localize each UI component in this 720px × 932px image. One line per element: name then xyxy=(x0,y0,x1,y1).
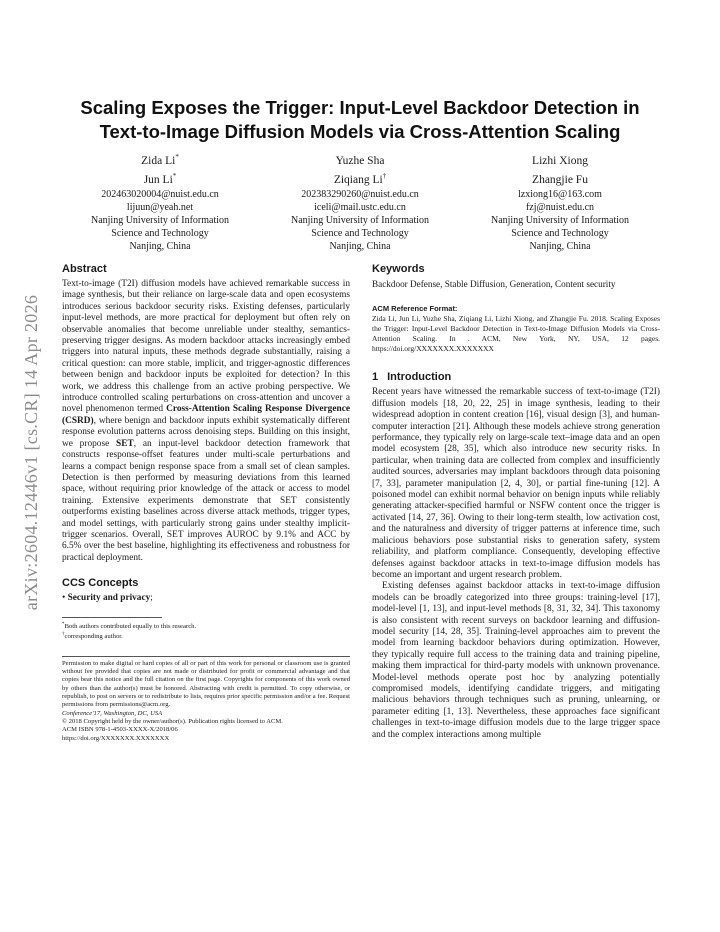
footnote-corresponding: †corresponding author. xyxy=(62,632,123,641)
author-email: lijuun@yeah.net xyxy=(126,201,194,213)
author-name: Zhangjie Fu xyxy=(532,173,588,186)
introduction-paragraph-1: Recent years have witnessed the remarkable success of text-to-image (T2I) diffusion models [18, 20, 22, 25] in image synthesis, leading to their widespread adoption in content creation [16], visual design [3], and human-computer interaction [21]. Although these models achieve strong generation performance, they typically rely on large-scale text–image data and an open model ecosystem [28, 35], which also introduce new security risks. In particular, when training data are collected from complex and insufficiently audited sources, adversaries may implant backdoors through data poisoning [7, 33], parameter manipulation [2, 4, 30], or partial fine-tuning [12]. A poisoned model can exhibit normal behavior on benign inputs while reliably generating attacker-specified harmful or NSFW content once the trigger is activated [14, 27, 36]. Owing to their long-term stealth, low activation cost, and the naturalness and diversity of trigger patterns at inference time, such malicious behaviors pose substantial risks to generation safety, system reliability, and platform compliance. Consequently, developing effective defenses against backdoor attacks in text-to-image diffusion models has become an important and urgent research problem. xyxy=(372,387,660,580)
footnote-equal-contribution: *Both authors contributed equally to this research. xyxy=(62,621,197,630)
left-column xyxy=(62,262,350,743)
author-location: Nanjing, China xyxy=(329,240,391,252)
introduction-paragraph-2: Existing defenses against backdoor attacks in text-to-image diffusion models can be broadly categorized into three groups: training-level [17], model-level [1, 13], and input-level methods [8, 31, 32, 34]. This taxonomy is also consistent with recent surveys on backdoor learning and diffusion-model security [14, 28, 35]. Training-level approaches aim to prevent the model from learning backdoor behaviors during optimization. However, they typically require full access to the training data and training pipeline, making them impractical for third-party models with unknown provenance. Model-level methods operate post hoc by analyzing potentially compromised models, identifying candidate triggers, and mitigating malicious behaviors through techniques such as pruning, unlearning, or parameter editing [1, 13]. Nevertheless, these approaches face significant challenges in text-to-image diffusion models due to the large trigger space and the complex interactions among multiple xyxy=(372,581,660,740)
author-block xyxy=(62,150,658,253)
author-affiliation: Science and Technology xyxy=(311,227,409,239)
author-location: Nanjing, China xyxy=(129,240,191,252)
author-name: Ziqiang Li† xyxy=(333,171,387,186)
author-column xyxy=(62,150,258,253)
ccs-heading: CCS Concepts xyxy=(62,577,139,590)
author-email: 202383290260@nuist.edu.cn xyxy=(301,188,419,200)
author-column xyxy=(262,150,458,253)
author-email: iceli@mail.ustc.edu.cn xyxy=(314,201,406,213)
abstract-heading: Abstract xyxy=(62,263,107,275)
arxiv-identifier-text: arXiv:2604.12446v1 [cs.CR] 14 Apr 2026 xyxy=(21,294,42,610)
author-email: fzj@nuist.edu.cn xyxy=(525,201,595,213)
conference-line: Conference'17, Washington, DC, USA xyxy=(62,709,163,717)
arxiv-identifier xyxy=(20,262,44,642)
abstract-text: Text-to-image (T2I) diffusion models have achieved remarkable success in image synthesis, but their reliance on large-scale data and open ecosystems introduces serious backdoor security risks. Existing defenses, particularly input-level methods, are more practical for deployment but often rely on observable anomalies that become unreliable under stealthy, semantics-preserving trigger designs. As modern backdoor attacks increasingly embed triggers into natural inputs, these methods degrade substantially, raising a critical question: can more stable, implicit, and trigger-agnostic differences between benign and backdoor inputs be exploited for detection? In this work, we address this challenge from an active probing perspective. We introduce controlled scaling perturbations on cross-attention and uncover a novel phenomenon termed Cross-Attention Scaling Response Divergence (CSRD), where benign and backdoor inputs exhibit systematically different response evolution patterns across denoising steps. Building on this insight, we propose SET, an input-level backdoor detection framework that constructs response-offset features under multi-scale perturbations and learns a compact benign response space from a small set of clean samples. Detection is then performed by measuring deviations from this learned space, without requiring prior knowledge of the attack or access to model training. Extensive experiments demonstrate that SET consistently outperforms existing baselines across diverse attack methods, trigger types, and model settings, with particularly strong gains under stealthy implicit-trigger scenarios. Overall, SET improves AUROC by 9.1% and ACC by 6.5% over the best baseline, highlighting its effectiveness and robustness for practical deployment. xyxy=(62,279,350,563)
doi-link[interactable]: https://doi.org/XXXXXXX.XXXXXXX xyxy=(62,734,170,742)
author-affiliation: Science and Technology xyxy=(111,227,209,239)
author-affiliation: Nanjing University of Information xyxy=(90,214,230,226)
author-column xyxy=(462,150,658,253)
isbn-line: ACM ISBN 978-1-4503-XXXX-X/2018/06 xyxy=(62,726,178,734)
ccs-concept: • Security and privacy; xyxy=(62,593,153,604)
permission-text: Permission to make digital or hard copies of all or part of this work for personal or classroom use is granted without fee provided that copies are not made or distributed for profit or commercial advantage and that copies bear this notice and the full citation on the first page. Copyrights for components of this work owned by others than the author(s) must be honored. Abstracting with credit is permitted. To copy otherwise, or republish, to post on servers or to redistribute to lists, requires prior specific permission and/or a fee. Request permissions from permissions@acm.org. xyxy=(62,659,350,709)
author-location: Nanjing, China xyxy=(529,240,591,252)
keywords-heading: Keywords xyxy=(372,263,425,275)
permission-block xyxy=(62,656,350,743)
author-name: Jun Li* xyxy=(143,171,177,186)
author-email: lzxiong16@163.com xyxy=(518,188,602,200)
author-affiliation: Nanjing University of Information xyxy=(290,214,430,226)
reference-format-text: Zida Li, Jun Li, Yuzhe Sha, Ziqiang Li, Lizhi Xiong, and Zhangjie Fu. 2018. Scaling Exposes the Trigger: Input-Level Backdoor Detection in Text-to-Image Diffusion Models via Cross-Attention Scaling. In . ACM, New York, NY, USA, 12 pages. https://doi.org/XXXXXXX.XXXXXXX xyxy=(372,314,660,354)
keywords-text: Backdoor Defense, Stable Diffusion, Generation, Content security xyxy=(372,279,616,289)
author-email: 202463020004@nuist.edu.cn xyxy=(101,188,219,200)
copyright-line: © 2018 Copyright held by the owner/author(s). Publication rights licensed to ACM. xyxy=(62,717,283,725)
paper-title: Scaling Exposes the Trigger: Input-Level Backdoor Detection in Text-to-Image Diffusion Models via Cross-Attention Scaling xyxy=(80,97,640,142)
reference-format-heading: ACM Reference Format: xyxy=(372,304,458,314)
footnote-rule xyxy=(62,617,162,618)
author-name: Yuzhe Sha xyxy=(335,154,385,167)
author-affiliation: Nanjing University of Information xyxy=(490,214,630,226)
author-affiliation: Science and Technology xyxy=(511,227,609,239)
introduction-heading: 1 Introduction xyxy=(372,371,452,384)
right-column xyxy=(372,262,660,741)
author-name: Lizhi Xiong xyxy=(532,154,588,167)
author-name: Zida Li* xyxy=(141,153,179,167)
